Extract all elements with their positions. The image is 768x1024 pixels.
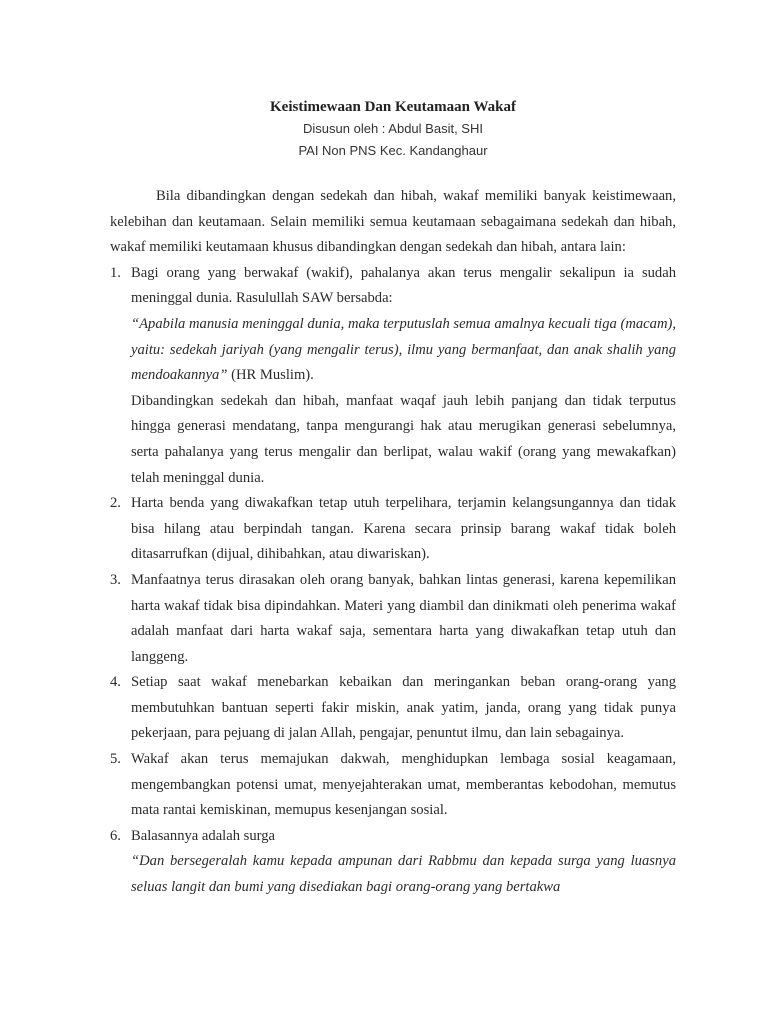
list-item-extra: Dibandingkan sedekah dan hibah, manfaat waqaf jauh lebih panjang dan tidak terputus hingga generasi mendatang, tanpa mengurangi hak atau merugikan generasi sebelumnya, serta pahalanya yang terus mengalir dan berlipat, walau wakif (orang yang mewakafkan) telah meninggal dunia. <box>131 392 676 486</box>
list-number: 5. <box>110 751 121 768</box>
list-item-text: Setiap saat wakaf menebarkan kebaikan dan meringankan beban orang-orang yang membutuhkan bantuan seperti fakir miskin, anak yatim, janda, orang yang tidak punya pekerjaan, para pejuang di jalan Allah, pengajar, penuntut ilmu, dan lain sebagainya. <box>131 674 676 742</box>
list-number: 6. <box>110 827 121 844</box>
affiliation-line: PAI Non PNS Kec. Kandanghaur <box>298 143 488 158</box>
list-item <box>110 491 676 568</box>
hadith-quote <box>131 312 676 389</box>
list-number: 4. <box>110 674 121 691</box>
list-number: 2. <box>110 495 121 512</box>
list-item <box>110 747 676 824</box>
document-title: Keistimewaan Dan Keutamaan Wakaf <box>270 99 516 115</box>
list-item-text: Harta benda yang diwakafkan tetap utuh terpelihara, terjamin kelangsungannya dan tidak bisa hilang atau berpindah tangan. Karena secara prinsip barang wakaf tidak boleh ditasarrufkan (dijual, dihibahkan, atau diwariskan). <box>131 495 676 563</box>
intro-paragraph: Bila dibandingkan dengan sedekah dan hibah, wakaf memiliki banyak keistimewaan, kelebihan dan keutamaan. Selain memiliki semua keutamaan sebagaimana sedekah dan hibah, wakaf memiliki keutamaan khusus dibandingkan dengan sedekah dan hibah, antara lain: <box>110 188 676 256</box>
list-item-text: Bagi orang yang berwakaf (wakif), pahalanya akan terus mengalir sekalipun ia sudah meninggal dunia. Rasulullah SAW bersabda: <box>131 264 676 307</box>
list-item <box>110 824 676 901</box>
list-number: 3. <box>110 571 121 588</box>
quote-source: (HR Muslim). <box>227 367 314 384</box>
document-page <box>110 96 676 901</box>
quran-quote: “Dan bersegeralah kamu kepada ampunan dari Rabbmu dan kepada surga yang luasnya seluas langit dan bumi yang disediakan bagi orang-orang yang bertakwa <box>131 853 676 896</box>
author-line: Disusun oleh : Abdul Basit, SHI <box>303 121 483 136</box>
list-item <box>110 261 676 491</box>
advantages-list <box>110 261 676 901</box>
quote-text: “Apabila manusia meninggal dunia, maka terputuslah semua amalnya kecuali tiga (macam), yaitu: sedekah jariyah (yang mengalir terus), ilmu yang bermanfaat, dan anak shalih yang mendoakannya” <box>131 315 676 384</box>
list-item <box>110 670 676 747</box>
list-item-text: Balasannya adalah surga <box>131 827 275 844</box>
list-item <box>110 568 676 670</box>
list-item-text: Wakaf akan terus memajukan dakwah, menghidupkan lembaga sosial keagamaan, mengembangkan potensi umat, menyejahterakan umat, memberantas kebodohan, memutus mata rantai kemiskinan, memupus kesenjangan sosial. <box>131 751 676 819</box>
list-item-text: Manfaatnya terus dirasakan oleh orang banyak, bahkan lintas generasi, karena kepemilikan harta wakaf tidak bisa dipindahkan. Materi yang diambil dan dinikmati oleh penerima wakaf adalah manfaat dari harta wakaf saja, sementara harta yang diwakafkan tetap utuh dan langgeng. <box>131 571 676 665</box>
list-number: 1. <box>110 264 121 281</box>
